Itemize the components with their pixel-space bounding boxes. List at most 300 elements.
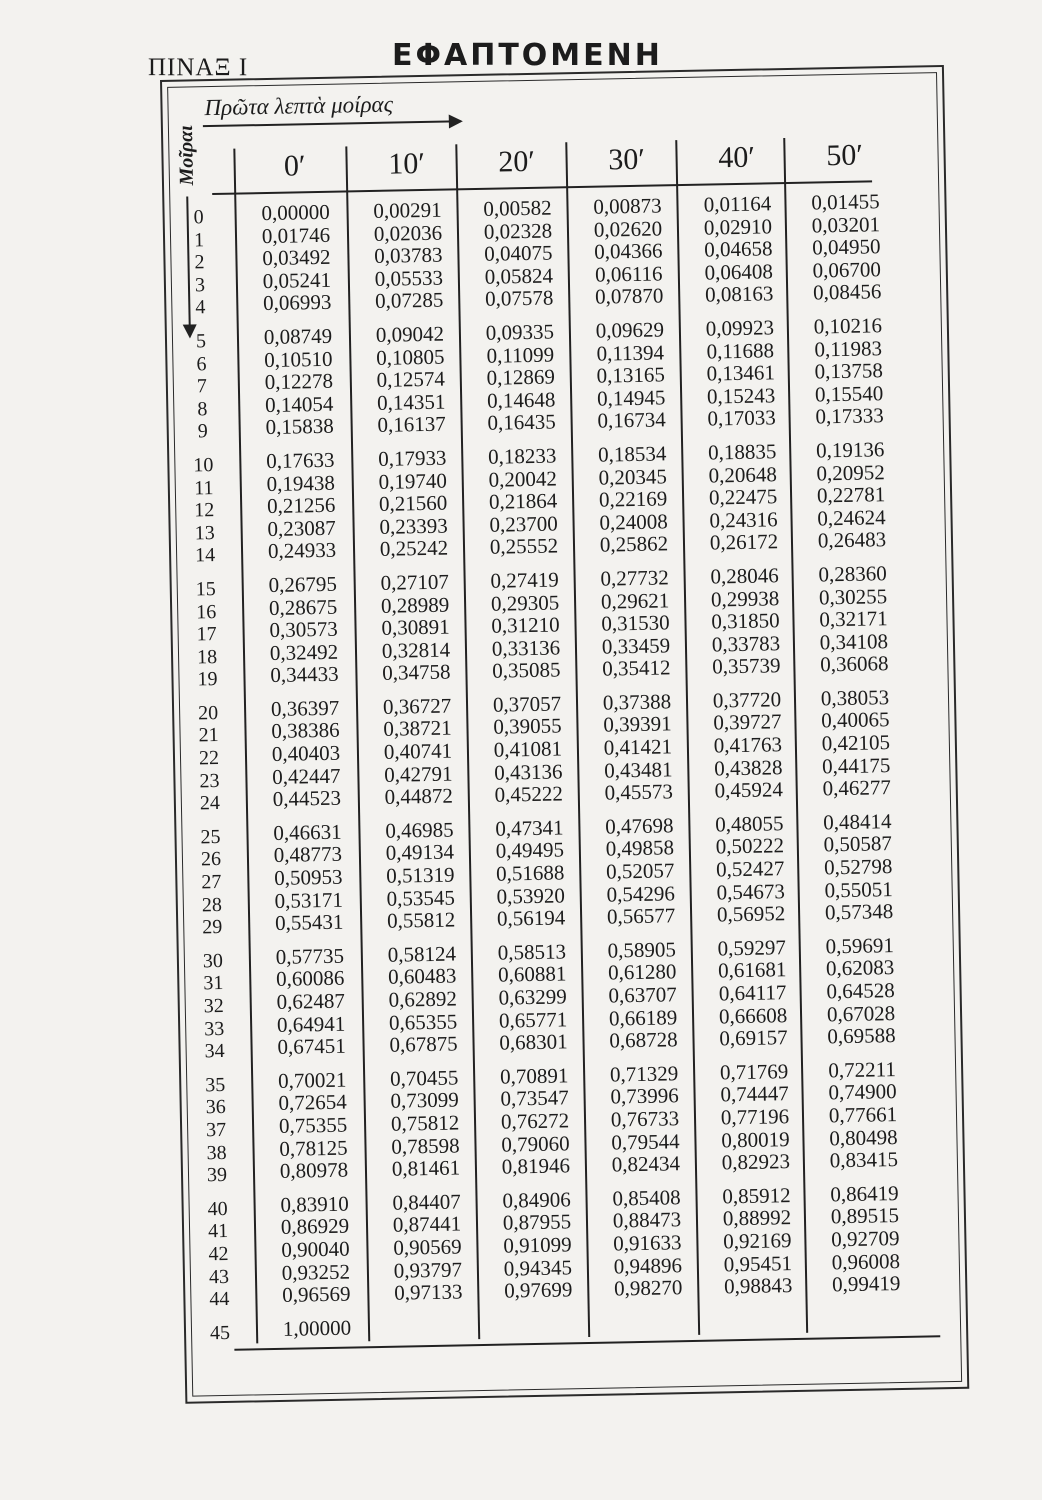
table-cell: 0,36727 bbox=[382, 693, 452, 719]
table-cell: 0,47341 bbox=[495, 815, 564, 841]
table-cell: 0,03783 bbox=[374, 242, 443, 269]
table-cell: 0,41081 bbox=[493, 736, 563, 762]
table-cell: 0,27107 bbox=[380, 569, 450, 595]
degree-label: 39 bbox=[206, 1164, 228, 1187]
table-cell: 0,03492 bbox=[262, 244, 331, 271]
degree-label: 2 bbox=[194, 251, 205, 274]
table-cell: 0,55812 bbox=[386, 907, 456, 934]
table-cell: 0,04950 bbox=[811, 234, 881, 260]
table-cell: 0,19438 bbox=[266, 470, 336, 496]
table-cell: 0,43828 bbox=[713, 754, 783, 781]
table-cell: 0,47698 bbox=[605, 813, 674, 839]
table-cell: 0,82434 bbox=[611, 1151, 681, 1177]
table-cell: 0,32492 bbox=[269, 639, 339, 665]
table-cell: 0,52798 bbox=[823, 854, 893, 880]
table-cell: 0,62487 bbox=[276, 988, 346, 1014]
degree-label: 7 bbox=[196, 375, 208, 398]
table-cell: 0,67875 bbox=[389, 1031, 458, 1057]
table-cell: 0,25862 bbox=[599, 531, 669, 557]
table-cell: 0,00582 bbox=[483, 195, 552, 221]
table-cell: 0,51319 bbox=[385, 862, 455, 888]
table-cell: 0,18534 bbox=[597, 441, 667, 467]
table-cell: 0,46631 bbox=[273, 819, 342, 845]
table-cell: 0,12574 bbox=[376, 366, 446, 393]
table-cell: 0,38386 bbox=[271, 718, 340, 744]
degree-label: 3 bbox=[194, 273, 206, 297]
table-cell: 0,73099 bbox=[390, 1087, 459, 1114]
degree-label: 38 bbox=[206, 1141, 227, 1164]
table-cell: 0,96008 bbox=[831, 1248, 901, 1274]
value-column bbox=[354, 198, 482, 1349]
table-cell: 0,31210 bbox=[491, 612, 560, 638]
table-cell: 0,88992 bbox=[722, 1205, 792, 1231]
table-cell: 0,50222 bbox=[715, 833, 785, 859]
table-cell: 0,07285 bbox=[374, 287, 444, 314]
table-cell: 0,65771 bbox=[498, 1006, 568, 1033]
table-cell: 0,81946 bbox=[501, 1153, 571, 1179]
table-cell: 0,04366 bbox=[594, 238, 663, 264]
table-cell: 0,38053 bbox=[820, 684, 890, 711]
table-cell: 0,33136 bbox=[491, 635, 561, 661]
table-cell: 0,17633 bbox=[265, 447, 335, 473]
table-cell: 0,56952 bbox=[716, 901, 786, 927]
table-cell: 0,51688 bbox=[495, 860, 565, 886]
table-cell: 0,22781 bbox=[816, 482, 886, 508]
degree-label: 25 bbox=[200, 825, 221, 849]
table-cell: 0,76733 bbox=[610, 1106, 680, 1132]
table-cell: 0,13461 bbox=[706, 360, 776, 386]
table-cell: 0,07578 bbox=[484, 285, 554, 312]
table-cell: 0,17033 bbox=[707, 405, 776, 431]
table-cell: 0,26795 bbox=[268, 571, 338, 597]
table-cell: 0,71769 bbox=[719, 1058, 789, 1085]
table-cell: 0,23087 bbox=[267, 515, 336, 541]
table-cell: 0,52057 bbox=[605, 858, 675, 884]
table-cell: 0,70021 bbox=[277, 1067, 347, 1093]
table-cell: 0,35739 bbox=[712, 653, 781, 679]
table-cell: 0,84906 bbox=[502, 1187, 571, 1213]
degree-label: 30 bbox=[202, 949, 224, 973]
table-cell: 0,93797 bbox=[393, 1256, 463, 1283]
table-cell: 0,76272 bbox=[500, 1108, 570, 1134]
table-cell: 0,40065 bbox=[821, 707, 890, 733]
table-cell: 0,18233 bbox=[487, 443, 557, 469]
table-cell: 0,80019 bbox=[721, 1126, 790, 1152]
table-cell: 0,48773 bbox=[273, 842, 343, 868]
table-cell: 0,15243 bbox=[706, 382, 776, 409]
row-axis-label: Μοῖραι bbox=[174, 125, 199, 186]
table-cell: 0,63707 bbox=[608, 982, 678, 1008]
table-cell: 0,90569 bbox=[393, 1234, 462, 1260]
table-cell: 0,16734 bbox=[597, 407, 666, 434]
table-cell: 0,68728 bbox=[609, 1027, 678, 1053]
table-cell: 0,14945 bbox=[596, 385, 666, 411]
table-cell: 0,34108 bbox=[819, 628, 889, 655]
table-cell: 0,44523 bbox=[272, 785, 342, 812]
table-cell: 0,53545 bbox=[386, 885, 456, 911]
table-cell: 0,45222 bbox=[494, 781, 564, 807]
table-cell: 0,08163 bbox=[704, 281, 774, 307]
table-cell: 0,97699 bbox=[503, 1277, 573, 1303]
degree-label: 16 bbox=[196, 600, 217, 623]
table-cell: 0,06116 bbox=[594, 261, 663, 287]
table-cell: 0,56194 bbox=[496, 905, 566, 931]
table-cell: 0,92169 bbox=[723, 1228, 792, 1254]
table-cell: 0,46985 bbox=[385, 817, 454, 843]
table-cell: 0,14054 bbox=[264, 391, 334, 417]
degree-label: 23 bbox=[199, 769, 220, 793]
table-cell: 0,81461 bbox=[391, 1155, 461, 1181]
table-cell: 0,80978 bbox=[279, 1157, 349, 1184]
table-cell: 0,31850 bbox=[711, 608, 780, 634]
table-cell: 0,32171 bbox=[819, 606, 888, 632]
table-cell: 0,88473 bbox=[612, 1207, 682, 1233]
column-header: 20′ bbox=[498, 144, 536, 179]
table-cell: 0,01455 bbox=[811, 189, 880, 215]
table-cell: 0,25242 bbox=[379, 535, 449, 562]
table-cell: 0,23393 bbox=[379, 513, 448, 539]
table-cell: 0,04075 bbox=[484, 240, 553, 266]
table-cell: 0,67028 bbox=[826, 1000, 896, 1026]
table-cell: 0,22169 bbox=[598, 486, 668, 512]
table-cell: 0,57348 bbox=[824, 899, 894, 925]
table-cell: 0,87955 bbox=[502, 1209, 572, 1235]
table-cell: 0,00291 bbox=[373, 197, 442, 223]
table-cell: 0,24008 bbox=[599, 509, 668, 535]
table-cell: 0,34433 bbox=[270, 661, 339, 688]
table-cell: 0,05533 bbox=[374, 265, 444, 291]
table-cell bbox=[376, 1314, 482, 1339]
degree-label: 14 bbox=[194, 544, 216, 567]
table-cell: 0,59691 bbox=[825, 932, 895, 959]
table-cell: 0,39055 bbox=[493, 713, 562, 740]
table-cell: 0,75355 bbox=[278, 1112, 348, 1138]
table-cell: 0,64941 bbox=[276, 1011, 346, 1037]
degree-label: 6 bbox=[196, 352, 207, 375]
table-cell: 0,20042 bbox=[488, 465, 558, 492]
degree-label: 43 bbox=[208, 1265, 230, 1288]
table-cell: 0,01164 bbox=[703, 191, 772, 217]
table-cell: 0,45573 bbox=[604, 779, 674, 805]
table-cell: 0,30573 bbox=[269, 616, 338, 643]
table-cell: 0,58124 bbox=[387, 941, 457, 967]
table-cell: 0,28046 bbox=[710, 563, 779, 589]
table-cell: 0,03201 bbox=[811, 211, 881, 238]
table-cell: 0,16435 bbox=[487, 409, 556, 436]
column-header: 50′ bbox=[825, 138, 864, 173]
table-cell: 0,77196 bbox=[720, 1104, 790, 1130]
table-cell: 0,29621 bbox=[600, 587, 670, 614]
table-cell: 0,10805 bbox=[376, 344, 445, 370]
table-cell: 0,75812 bbox=[390, 1110, 460, 1136]
table-cell: 0,58905 bbox=[607, 937, 677, 963]
table-cell: 0,55431 bbox=[274, 909, 344, 936]
table-cell: 0,31530 bbox=[601, 610, 670, 636]
table-cell: 0,24624 bbox=[817, 504, 886, 531]
table-cell: 0,92709 bbox=[831, 1225, 900, 1252]
table-cell: 0,35085 bbox=[492, 657, 561, 684]
table-cell: 0,21864 bbox=[488, 488, 558, 514]
table-cell: 0,38721 bbox=[383, 715, 452, 742]
table-cell: 0,52427 bbox=[715, 856, 785, 882]
table-cell bbox=[706, 1307, 812, 1332]
degree-label: 1 bbox=[193, 228, 205, 251]
table-cell: 0,66189 bbox=[608, 1004, 678, 1031]
table-cell: 0,18835 bbox=[707, 439, 777, 465]
table-cell: 0,73547 bbox=[500, 1085, 569, 1112]
table-cell: 0,44872 bbox=[384, 783, 454, 810]
table-cell: 0,33459 bbox=[601, 633, 671, 659]
degree-column bbox=[178, 206, 240, 1356]
table-cell: 0,94896 bbox=[613, 1252, 683, 1279]
degree-label: 10 bbox=[193, 453, 214, 477]
table-cell: 0,58513 bbox=[497, 939, 567, 965]
table-cell: 0,02910 bbox=[703, 213, 773, 240]
table-cell: 0,15838 bbox=[265, 414, 335, 440]
table-cell: 0,91633 bbox=[613, 1230, 682, 1256]
degree-label: 44 bbox=[209, 1288, 230, 1311]
table-cell: 0,65355 bbox=[388, 1009, 458, 1035]
table-cell: 0,83415 bbox=[829, 1147, 899, 1173]
table-cell: 0,06993 bbox=[262, 290, 332, 316]
degree-label: 22 bbox=[198, 747, 220, 770]
table-cell: 0,99419 bbox=[831, 1271, 901, 1297]
table-cell: 0,08456 bbox=[812, 279, 882, 305]
degree-label: 9 bbox=[197, 420, 208, 443]
degree-label: 26 bbox=[200, 848, 222, 871]
value-column bbox=[242, 200, 370, 1351]
degree-label: 21 bbox=[198, 724, 219, 747]
value-column bbox=[684, 192, 812, 1343]
table-cell: 0,95451 bbox=[723, 1250, 793, 1276]
table-cell: 0,40403 bbox=[271, 740, 341, 767]
table-cell: 0,25552 bbox=[489, 533, 559, 560]
degree-label: 32 bbox=[203, 994, 224, 1018]
table-cell: 0,13165 bbox=[596, 362, 666, 388]
table-cell: 0,35412 bbox=[602, 655, 671, 681]
table-cell: 0,70455 bbox=[389, 1065, 459, 1091]
value-column bbox=[464, 196, 592, 1347]
degree-label: 33 bbox=[204, 1017, 225, 1040]
table-cell: 0,42447 bbox=[272, 763, 341, 789]
table-cell: 0,26483 bbox=[817, 527, 887, 553]
degree-label: 20 bbox=[197, 701, 219, 725]
table-cell: 0,14648 bbox=[486, 387, 556, 413]
table-cell: 0,29305 bbox=[490, 589, 560, 616]
table-cell: 0,06408 bbox=[704, 259, 774, 285]
table-cell: 0,30891 bbox=[381, 614, 450, 640]
degree-label: 31 bbox=[203, 972, 224, 995]
table-cell: 0,74900 bbox=[828, 1079, 897, 1105]
table-cell: 0,28989 bbox=[380, 592, 450, 618]
table-cell: 0,36068 bbox=[819, 651, 889, 677]
table-cell: 0,43136 bbox=[493, 759, 563, 785]
table-cell: 0,33783 bbox=[711, 630, 781, 657]
table-cell bbox=[596, 1310, 702, 1335]
table-cell: 0,66608 bbox=[718, 1002, 788, 1029]
table-cell: 0,04658 bbox=[704, 236, 773, 262]
table-cell: 0,27419 bbox=[490, 567, 560, 593]
table-cell: 0,23700 bbox=[489, 511, 558, 537]
table-cell: 0,77661 bbox=[828, 1102, 898, 1128]
table-cell: 0,83910 bbox=[280, 1191, 349, 1217]
table-cell: 0,91099 bbox=[503, 1232, 572, 1258]
table-cell: 0,21256 bbox=[266, 492, 336, 519]
table-cell: 0,02328 bbox=[483, 218, 553, 244]
table-cell: 0,17333 bbox=[815, 403, 884, 429]
table-label: ΠΙΝΑΞ Ι bbox=[148, 54, 249, 81]
table-cell: 0,80498 bbox=[829, 1124, 898, 1150]
table-cell: 0,61681 bbox=[717, 957, 787, 983]
table-cell: 0,60881 bbox=[497, 961, 567, 988]
table-cell: 0,41421 bbox=[603, 734, 673, 760]
table-cell: 0,09042 bbox=[375, 321, 445, 347]
degree-label: 13 bbox=[194, 521, 215, 545]
table-cell: 0,43481 bbox=[603, 756, 673, 783]
table-cell: 1,00000 bbox=[282, 1315, 352, 1341]
table-cell: 0,02620 bbox=[593, 215, 663, 242]
column-header: 40′ bbox=[717, 140, 756, 175]
degree-label: 5 bbox=[195, 330, 207, 353]
table-cell: 0,01746 bbox=[261, 222, 331, 248]
table-cell: 0,49495 bbox=[495, 837, 565, 864]
table-cell: 0,72654 bbox=[278, 1089, 348, 1116]
table-cell: 0,49858 bbox=[605, 835, 675, 862]
degree-label: 19 bbox=[197, 668, 218, 691]
table-cell: 0,39391 bbox=[603, 711, 672, 738]
table-cell: 0,71329 bbox=[609, 1061, 679, 1087]
table-cell: 0,24316 bbox=[709, 506, 778, 533]
table-cell: 0,68301 bbox=[499, 1029, 568, 1055]
table-cell: 0,29938 bbox=[710, 585, 780, 612]
table-cell: 0,93252 bbox=[281, 1259, 351, 1285]
table-cell: 0,24933 bbox=[267, 538, 337, 564]
table-cell: 0,48414 bbox=[823, 808, 892, 835]
table-cell: 0,27732 bbox=[600, 565, 669, 591]
table-cell: 0,08749 bbox=[263, 323, 333, 350]
table-cell: 0,40741 bbox=[383, 738, 453, 764]
degree-label: 45 bbox=[209, 1321, 231, 1344]
table-cell: 0,86419 bbox=[830, 1180, 899, 1207]
table-cell: 0,48055 bbox=[715, 811, 784, 837]
table-cell: 0,12278 bbox=[264, 368, 334, 395]
table-cell: 0,62892 bbox=[388, 986, 458, 1012]
table-cell: 0,26172 bbox=[709, 529, 779, 555]
degree-label: 37 bbox=[205, 1118, 227, 1142]
table-cell: 0,67451 bbox=[277, 1033, 346, 1060]
table-cell: 0,07870 bbox=[594, 283, 664, 310]
table-cell: 0,85408 bbox=[612, 1184, 681, 1211]
degree-label: 27 bbox=[201, 871, 222, 894]
table-cell: 0,84407 bbox=[392, 1189, 461, 1215]
table-cell: 0,09629 bbox=[595, 317, 665, 343]
degree-label: 34 bbox=[204, 1040, 225, 1063]
table-cell: 0,12869 bbox=[486, 364, 556, 390]
table-cell: 0,69588 bbox=[827, 1023, 896, 1049]
table-cell: 0,09923 bbox=[705, 315, 775, 341]
column-header: 0′ bbox=[283, 149, 306, 183]
table-cell: 0,11394 bbox=[596, 339, 665, 366]
table-cell: 0,20345 bbox=[598, 463, 668, 490]
table-cell: 0,05241 bbox=[262, 267, 332, 293]
table-cell: 0,16137 bbox=[377, 411, 447, 438]
degree-label: 12 bbox=[194, 499, 215, 522]
table-cell: 0,22475 bbox=[708, 484, 778, 510]
table-cell: 0,10510 bbox=[264, 346, 333, 372]
table-cell: 0,57735 bbox=[275, 943, 345, 969]
table-cell: 0,86929 bbox=[280, 1213, 350, 1240]
table-cell: 0,90040 bbox=[281, 1236, 350, 1262]
column-axis-label: Πρῶτα λεπτὰ μοίρας bbox=[204, 91, 394, 121]
right-arrow-icon bbox=[203, 120, 461, 127]
column-header: 30′ bbox=[608, 142, 646, 177]
table-cell: 0,11688 bbox=[706, 337, 775, 364]
table-cell: 0,85912 bbox=[722, 1182, 791, 1209]
table-cell: 0,62083 bbox=[825, 955, 895, 981]
table-cell: 0,44175 bbox=[821, 752, 891, 779]
table-cell: 0,28675 bbox=[268, 594, 338, 620]
table-cell: 0,54673 bbox=[716, 878, 786, 905]
table-cell: 0,73996 bbox=[610, 1083, 679, 1109]
table-cell: 0,87441 bbox=[392, 1211, 462, 1238]
table-cell: 0,09335 bbox=[485, 319, 555, 345]
degree-label: 18 bbox=[196, 645, 218, 669]
table-cell: 0,70891 bbox=[499, 1063, 569, 1089]
table-cell: 0,37720 bbox=[712, 687, 782, 713]
table-cell: 0,50587 bbox=[823, 831, 893, 857]
table-cell: 0,59297 bbox=[717, 934, 787, 961]
table-cell bbox=[814, 1305, 920, 1330]
table-cell: 0,02036 bbox=[373, 220, 443, 246]
table-cell: 0,56577 bbox=[606, 903, 676, 929]
table-cell: 0,96569 bbox=[281, 1281, 351, 1308]
degree-label: 41 bbox=[207, 1220, 229, 1243]
table-cell: 0,79544 bbox=[611, 1128, 680, 1155]
table-cell: 0,64117 bbox=[718, 980, 787, 1006]
degree-label: 17 bbox=[196, 623, 217, 646]
table-cell: 0,36397 bbox=[270, 695, 340, 721]
degree-label: 36 bbox=[205, 1096, 226, 1119]
degree-label: 11 bbox=[193, 476, 214, 499]
table-cell: 0,54296 bbox=[606, 880, 676, 907]
table-cell: 0,14351 bbox=[376, 389, 446, 415]
degree-label: 24 bbox=[199, 792, 221, 815]
table-cell: 0,11099 bbox=[486, 342, 555, 368]
page-title: ΕΦΑΠΤΟΜΕΝΗ bbox=[392, 38, 663, 73]
table-cell: 0,64528 bbox=[826, 978, 895, 1004]
table-cell: 0,13758 bbox=[814, 358, 884, 384]
table-cell: 0,60086 bbox=[275, 966, 345, 992]
table-cell: 0,94345 bbox=[503, 1254, 573, 1281]
column-header: 10′ bbox=[388, 146, 426, 181]
table-cell: 0,39727 bbox=[713, 709, 782, 735]
table-cell: 0,78598 bbox=[391, 1133, 460, 1159]
degree-label: 4 bbox=[195, 296, 206, 319]
value-column bbox=[792, 190, 920, 1341]
table-cell: 0,97133 bbox=[393, 1279, 463, 1305]
table-cell: 0,98843 bbox=[723, 1273, 793, 1299]
degree-label: 40 bbox=[207, 1197, 228, 1221]
table-cell: 0,89515 bbox=[830, 1203, 900, 1229]
table-cell: 0,63299 bbox=[498, 984, 568, 1010]
table-cell: 0,10216 bbox=[813, 313, 883, 339]
table-cell: 0,00873 bbox=[593, 193, 662, 219]
table-cell: 0,79060 bbox=[501, 1130, 570, 1157]
degree-label: 8 bbox=[197, 397, 208, 421]
table-cell: 0,98270 bbox=[613, 1275, 683, 1301]
table-cell: 0,19136 bbox=[815, 437, 885, 463]
table-cell: 0,37057 bbox=[492, 691, 562, 717]
